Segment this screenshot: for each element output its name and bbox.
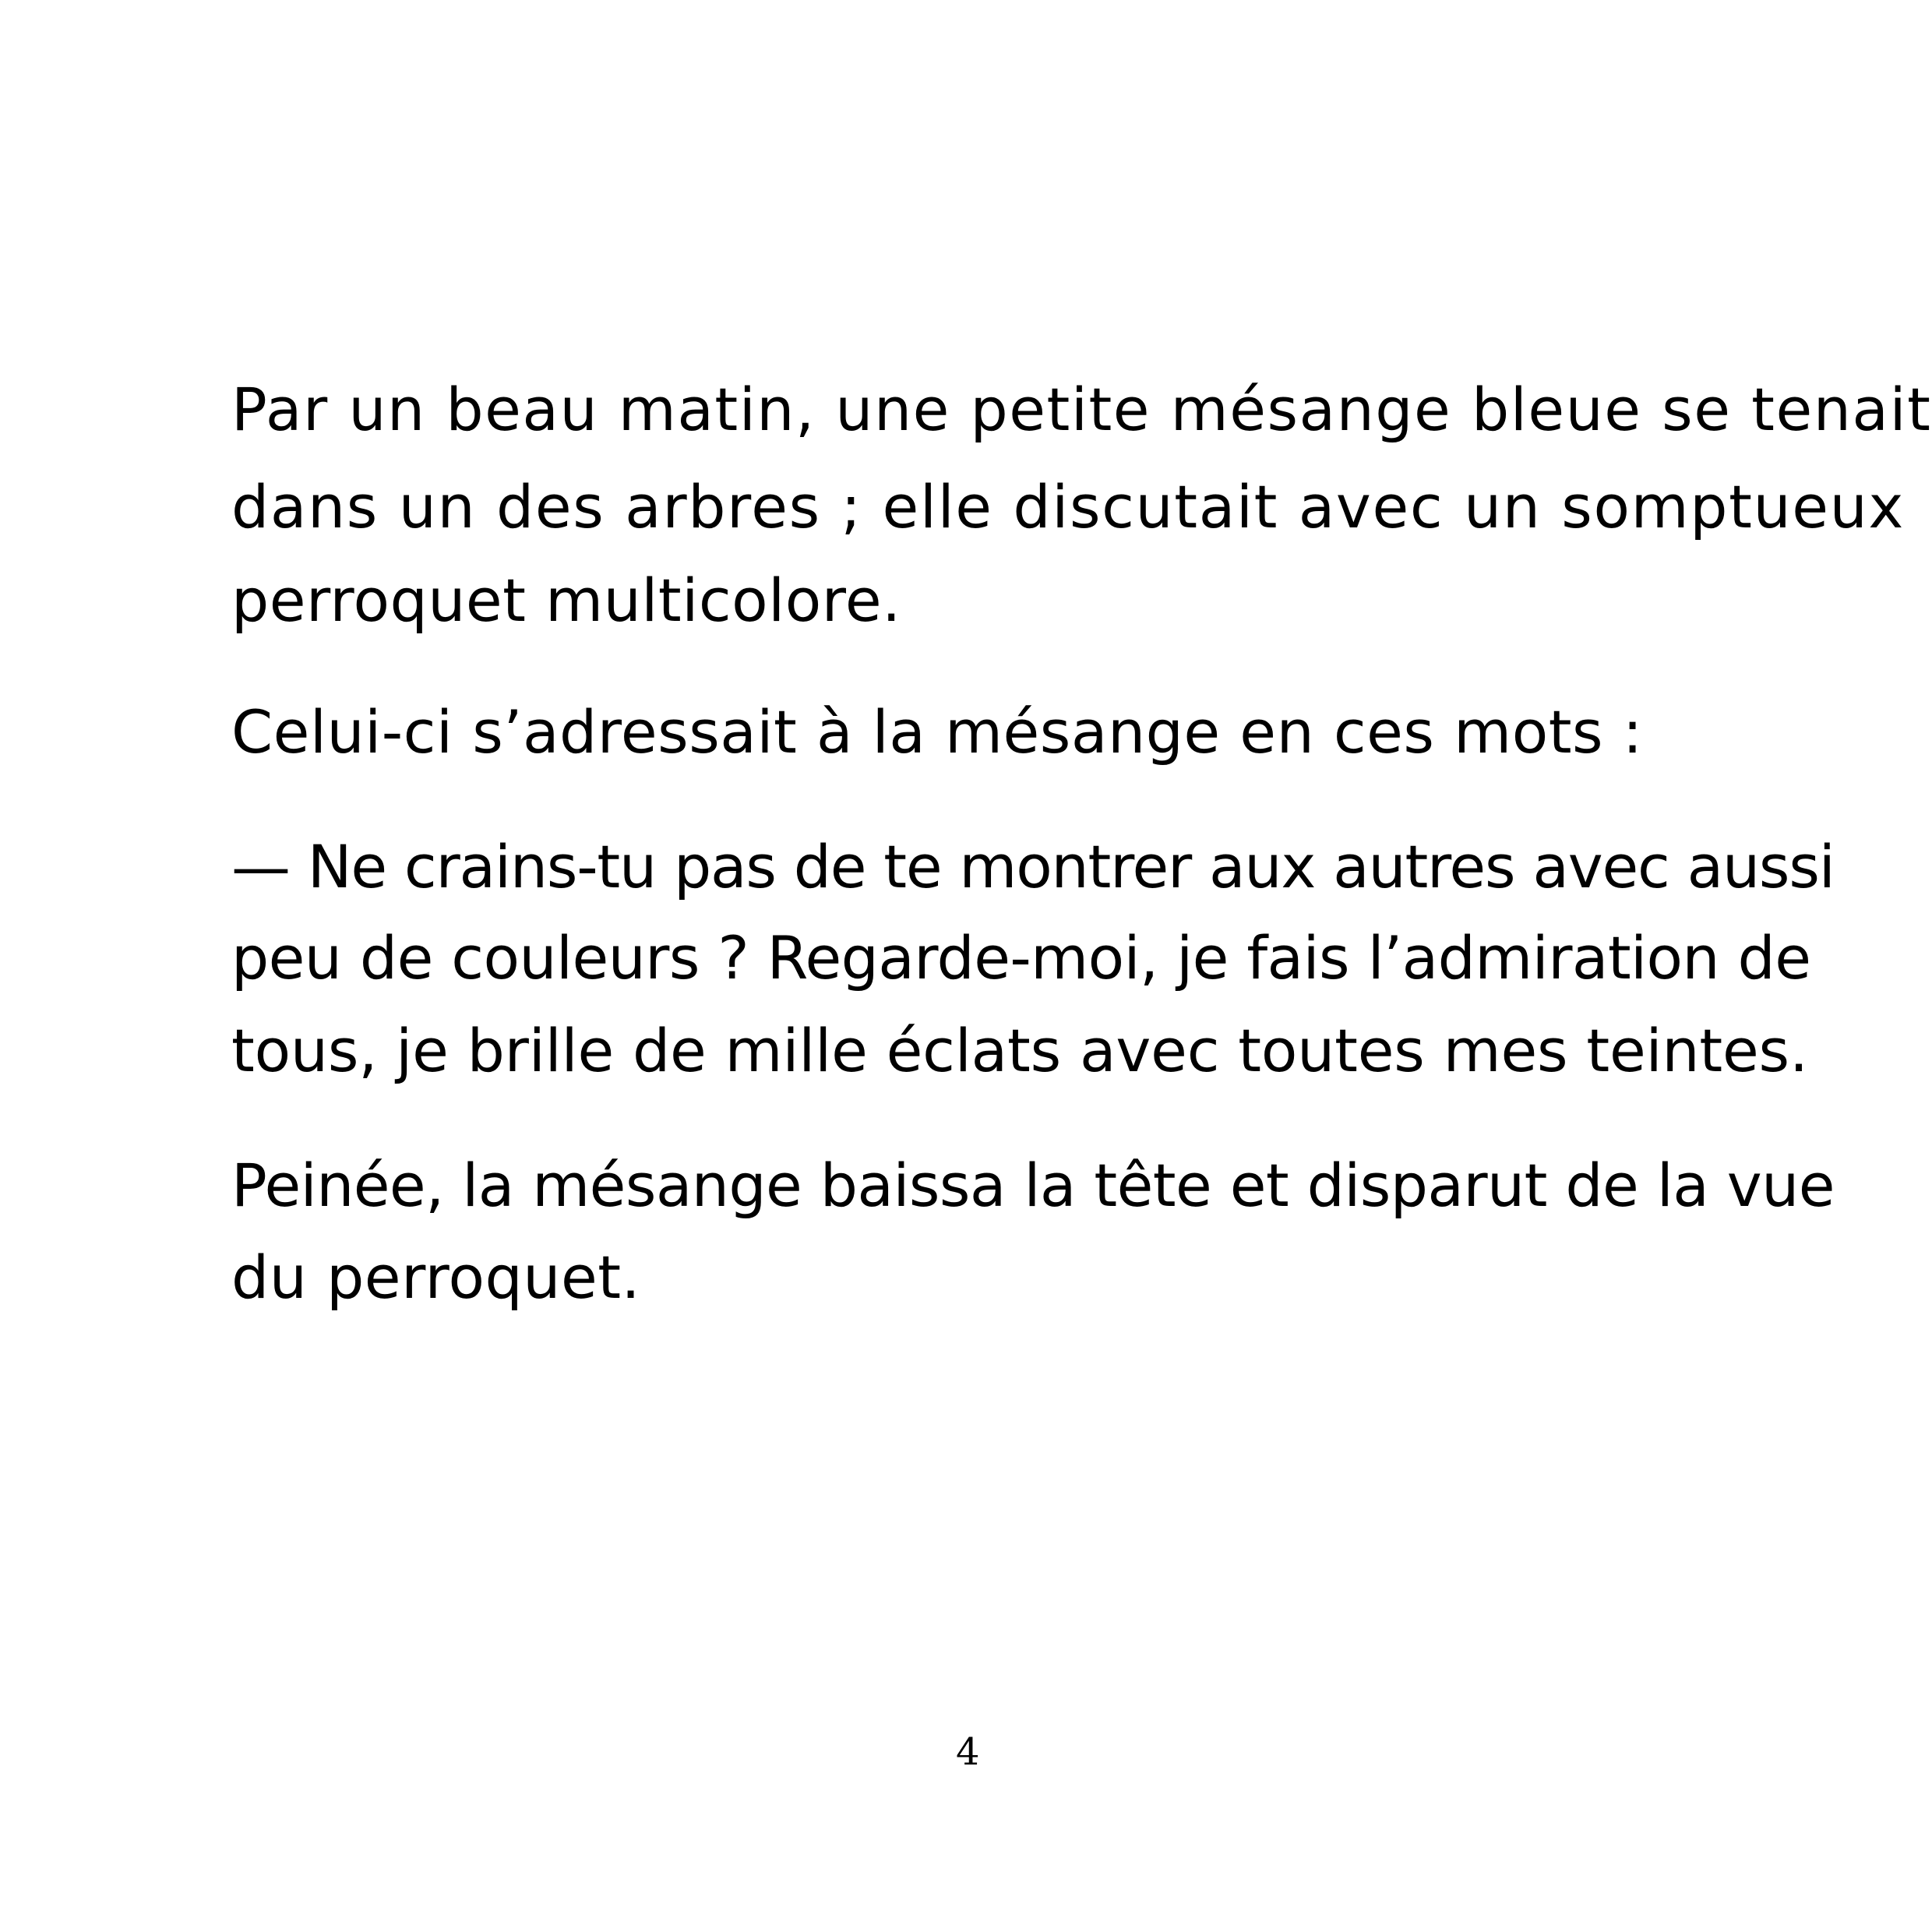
text-line: perroquet multicolore. xyxy=(231,566,901,635)
text-line: peu de couleurs ? Regarde-moi, je fais l’admiration de xyxy=(231,923,1811,992)
text-line: Peinée, la mésange baissa la tête et disparut de la vue xyxy=(231,1151,1835,1220)
text-line: du perroquet. xyxy=(231,1243,641,1312)
text-line: — Ne crains-tu pas de te montrer aux autres avec aussi xyxy=(231,832,1835,901)
text-line: Celui-ci s’adressait à la mésange en ces mots : xyxy=(231,697,1643,767)
text-line: tous, je brille de mille éclats avec toutes mes teintes. xyxy=(231,1016,1808,1085)
text-line: Par un beau matin, une petite mésange bleue se tenait xyxy=(231,375,1932,444)
text-line: dans un des arbres ; elle discutait avec un somptueux xyxy=(231,472,1905,541)
page-number: 4 xyxy=(956,1730,980,1774)
